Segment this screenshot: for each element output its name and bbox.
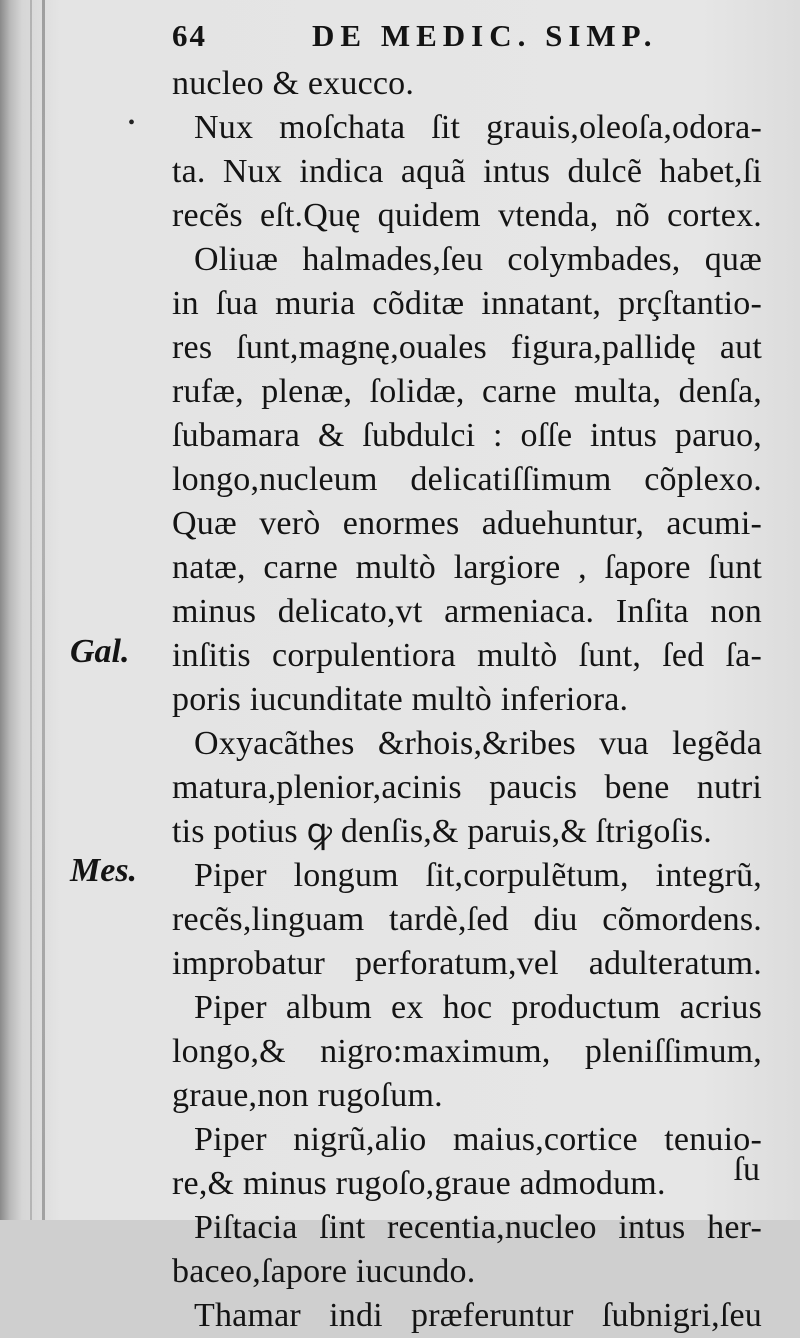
- text-line: natæ, carne multò largiore , ſapore ſunt: [172, 549, 762, 586]
- text-line: Oliuæ halmades,ſeu colymbades, quæ: [194, 241, 762, 278]
- text-line: ta. Nux indica aquã intus dulcẽ habet,ſi: [172, 153, 762, 190]
- page-header: [172, 18, 772, 58]
- gutter-shadow: [30, 0, 32, 1220]
- text-line: Quæ verò enormes aduehuntur, acumi-: [172, 505, 762, 542]
- running-title: DE MEDIC. SIMP.: [312, 18, 658, 53]
- margin-note-gal: Gal.: [70, 633, 130, 670]
- text-line: minus delicato,vt armeniaca. Inſita non: [172, 593, 762, 630]
- text-line: matura,plenior,acinis paucis bene nutri: [172, 769, 762, 806]
- text-line: Nux moſchata ſit grauis,oleoſa,odora-: [194, 109, 762, 146]
- text-line: Thamar indi præferuntur ſubnigri,ſeu: [194, 1297, 762, 1334]
- text-line: recẽs eſt.Quę quidem vtenda, nõ cortex.: [172, 197, 762, 234]
- body-text: [172, 62, 762, 1338]
- text-line: rufæ, plenæ, ſolidæ, carne multa, denſa,: [172, 373, 762, 410]
- text-line: Piſtacia ſint recentia,nucleo intus her-: [194, 1209, 762, 1246]
- margin-dot: •: [128, 112, 136, 134]
- text-line: graue,non rugoſum.: [172, 1077, 443, 1114]
- text-line: in ſua muria cõditæ innatant, prçſtantio-: [172, 285, 762, 322]
- margin-note-mes: Mes.: [70, 852, 138, 889]
- text-line: recẽs,linguam tardè,ſed diu cõmordens.: [172, 901, 762, 938]
- text-line: res ſunt,magnę,ouales figura,pallidę aut: [172, 329, 762, 366]
- text-line: re,& minus rugoſo,graue admodum.: [172, 1165, 666, 1202]
- gutter-fold: [42, 0, 45, 1220]
- text-line: Piper longum ſit,corpulẽtum, integrũ,: [194, 857, 762, 894]
- text-line: ſubamara & ſubdulci : oſſe intus paruo,: [172, 417, 762, 454]
- text-line: longo,nucleum delicatiſſimum cõplexo.: [172, 461, 762, 498]
- text-line: nucleo & exucco.: [172, 65, 415, 102]
- text-line: Piper album ex hoc productum acrius: [194, 989, 762, 1026]
- text-line: tis potius ꝙ denſis,& paruis,& ſtrigoſis.: [172, 813, 712, 850]
- text-line: Oxyacãthes &rhois,&ribes vua legẽda: [194, 725, 762, 762]
- text-line: poris iucunditate multò inferiora.: [172, 681, 629, 718]
- text-line: longo,& nigro:maximum, pleniſſimum,: [172, 1033, 762, 1070]
- text-line: Piper nigrũ,alio maius,cortice tenuio-: [194, 1121, 762, 1158]
- text-line: baceo,ſapore iucundo.: [172, 1253, 476, 1290]
- catchword: ſu: [733, 1151, 760, 1188]
- page-number: 64: [172, 18, 207, 53]
- text-line: inſitis corpulentiora multò ſunt, ſed ſa-: [172, 637, 762, 674]
- text-line: improbatur perforatum,vel adulteratum.: [172, 945, 762, 982]
